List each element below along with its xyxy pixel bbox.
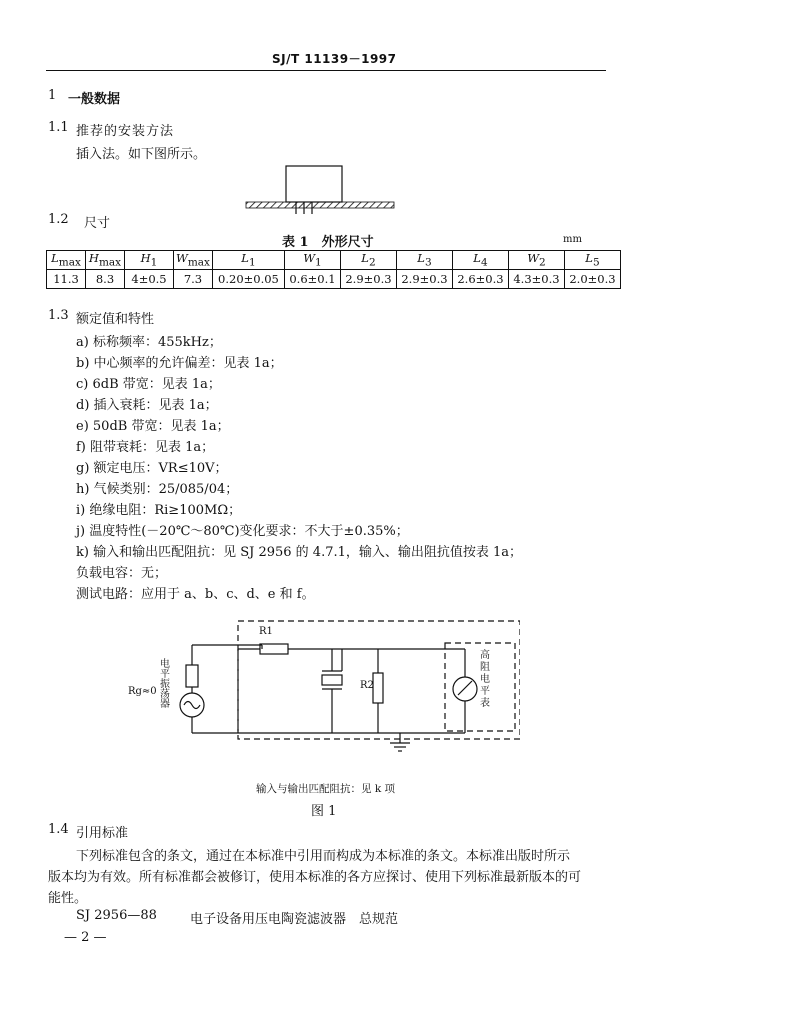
r1-label: R1 <box>259 626 273 637</box>
rg-label: Rg≈0 <box>128 686 157 697</box>
header-cell: $W_{max}$ <box>174 251 213 270</box>
section-1-title: 一般数据 <box>68 92 121 107</box>
reference-paragraph-line-1: 下列标准包含的条文，通过在本标准中引用而构成为本标准的条文。本标准出版时所示 <box>76 849 571 864</box>
filter-body <box>286 166 342 202</box>
spec-item-c: c) 6dB 带宽：见表 1a； <box>76 377 221 392</box>
value-cell: 7.3 <box>174 270 213 289</box>
meter-label: 高阻电平表 <box>480 650 490 709</box>
header-cell: $L_3$ <box>396 251 452 270</box>
source-resistor <box>186 665 198 687</box>
section-1-2-title: 尺寸 <box>84 216 111 231</box>
circuit-board <box>246 202 394 208</box>
table-header-row <box>47 251 621 270</box>
spec-item-k: k) 输入和输出匹配阻抗：见 SJ 2956 的 4.7.1，输入、输出阻抗值按表 1a； <box>76 545 523 560</box>
source-label: 电平振荡器 <box>160 659 170 710</box>
value-cell: 0.6±0.1 <box>284 270 340 289</box>
figure-1-note: 输入与输出匹配阻抗：见 k 项 <box>256 783 396 795</box>
spec-item-d: d) 插入衰耗：见表 1a； <box>76 398 218 413</box>
spec-item-j: j) 温度特性(－20℃～80℃)变化要求：不大于±0.35%； <box>76 524 409 539</box>
dimensions-table <box>46 250 621 289</box>
spec-item-a: a) 标称频率：455kHz； <box>76 335 222 350</box>
header-cell: $W_2$ <box>508 251 564 270</box>
reference-code: SJ 2956—88 <box>76 908 157 923</box>
header-cell: $L_1$ <box>212 251 284 270</box>
reference-title: 电子设备用压电陶瓷滤波器 总规范 <box>190 912 399 927</box>
header-cell: $H_1$ <box>125 251 174 270</box>
value-cell: 2.9±0.3 <box>340 270 396 289</box>
section-1-1-text: 插入法。如下图所示。 <box>76 147 207 162</box>
header-cell: $L_5$ <box>564 251 620 270</box>
meter-symbol <box>453 677 477 701</box>
spec-item-h: h) 气候类别：25/085/04； <box>76 482 239 497</box>
page-number: — 2 — <box>64 930 107 945</box>
reference-paragraph-line-3: 能性。 <box>48 891 88 906</box>
value-cell: 4.3±0.3 <box>508 270 564 289</box>
resistor-r1 <box>260 644 288 654</box>
table-1-title: 表 1 外形尺寸 <box>282 235 374 250</box>
value-cell: 8.3 <box>86 270 125 289</box>
resistor-r2 <box>373 673 383 703</box>
value-cell: 2.9±0.3 <box>396 270 452 289</box>
section-1-4-title: 引用标准 <box>76 826 129 841</box>
spec-item-e: e) 50dB 带宽：见表 1a； <box>76 419 230 434</box>
header-cell: $L_4$ <box>452 251 508 270</box>
spec-test-circuit: 测试电路：应用于 a、b、c、d、e 和 f。 <box>76 587 315 602</box>
reference-paragraph-line-2: 版本均为有效。所有标准都会被修订，使用本标准的各方应探讨、使用下列标准最新版本的可 <box>48 870 582 885</box>
section-1-1-title: 推荐的安装方法 <box>76 124 175 139</box>
value-cell: 0.20±0.05 <box>212 270 284 289</box>
spec-item-i: i) 绝缘电阻：Ri≥100MΩ； <box>76 503 242 518</box>
spec-load-capacitance: 负载电容：无； <box>76 566 168 581</box>
header-cell: $L_2$ <box>340 251 396 270</box>
header-cell: $H_{max}$ <box>86 251 125 270</box>
header-cell: $W_1$ <box>284 251 340 270</box>
value-cell: 11.3 <box>47 270 86 289</box>
test-circuit-diagram <box>120 615 520 765</box>
fixture-dashed-box <box>238 621 520 739</box>
value-cell: 2.0±0.3 <box>564 270 620 289</box>
header-cell: $L_{max}$ <box>47 251 86 270</box>
section-1-3-title: 额定值和特性 <box>76 312 155 327</box>
spec-item-b: b) 中心频率的允许偏差：见表 1a； <box>76 356 283 371</box>
table-1-unit: mm <box>563 234 582 245</box>
section-1-3-number: 1.3 <box>48 308 69 323</box>
section-1-1-number: 1.1 <box>48 120 69 135</box>
section-1-2-number: 1.2 <box>48 212 69 227</box>
figure-1-caption: 图 1 <box>311 804 337 819</box>
r2-label: R2 <box>360 680 374 691</box>
value-cell: 4±0.5 <box>125 270 174 289</box>
section-1-number: 1 <box>48 88 57 103</box>
ceramic-filter <box>322 675 342 685</box>
spec-item-g: g) 额定电压：VR≤10V； <box>76 461 228 476</box>
standard-code: SJ/T 11139－1997 <box>272 52 397 66</box>
spec-item-f: f) 阻带衰耗：见表 1a； <box>76 440 215 455</box>
value-cell: 2.6±0.3 <box>452 270 508 289</box>
section-1-4-number: 1.4 <box>48 822 69 837</box>
mounting-diagram <box>240 160 400 216</box>
table-value-row <box>47 270 621 289</box>
header-rule <box>46 70 606 71</box>
